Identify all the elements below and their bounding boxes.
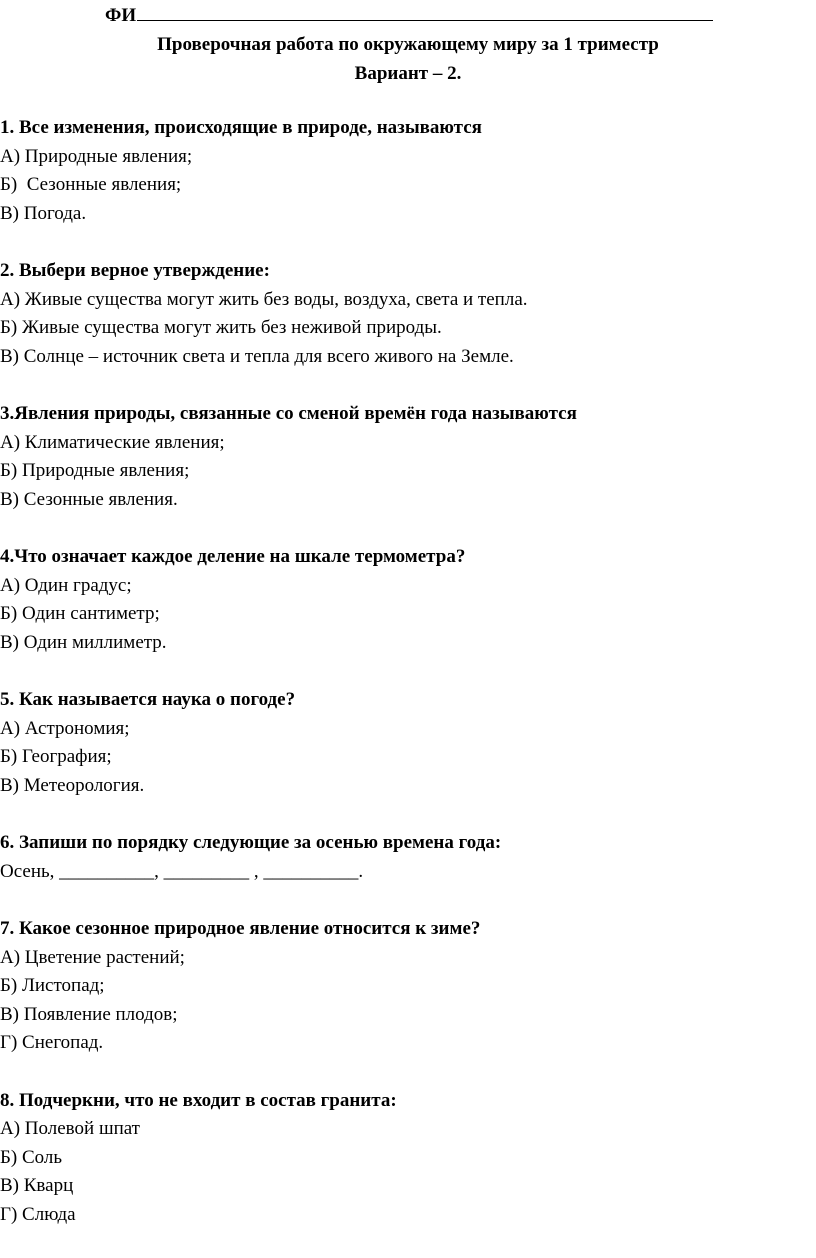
question-6 bbox=[0, 829, 810, 886]
name-field-label: ФИ bbox=[105, 5, 137, 26]
question-text: 8. Подчеркни, что не входит в состав гранита: bbox=[0, 1089, 397, 1111]
question-7 bbox=[0, 915, 810, 1058]
answer-option: А) Климатические явления; bbox=[0, 431, 225, 453]
answer-option: Б) Соль bbox=[0, 1146, 63, 1168]
answer-option: Г) Снегопад. bbox=[0, 1032, 104, 1053]
question-1 bbox=[0, 114, 810, 228]
question-text: 4.Что означает каждое деление на шкале термометра? bbox=[0, 546, 466, 567]
question-2 bbox=[0, 257, 810, 371]
question-text: 3.Явления природы, связанные со сменой времён года называются bbox=[0, 403, 577, 424]
answer-option: В) Кварц bbox=[0, 1175, 74, 1196]
question-text: 6. Запиши по порядку следующие за осенью времена года: bbox=[0, 832, 502, 853]
answer-option: В) Сезонные явления. bbox=[0, 488, 178, 510]
answer-option: Б) География; bbox=[0, 746, 112, 767]
answer-option: А) Цветение растений; bbox=[0, 946, 185, 968]
fill-in-blank-answer: Осень, __________, _________ , __________. bbox=[0, 860, 364, 882]
answer-option: Г) Слюда bbox=[0, 1203, 76, 1225]
questions-list bbox=[0, 114, 810, 1258]
name-field-line bbox=[105, 0, 713, 30]
answer-option: Б) Природные явления; bbox=[0, 460, 190, 481]
question-8 bbox=[0, 1087, 810, 1230]
answer-option: А) Астрономия; bbox=[0, 717, 130, 739]
question-text: 2. Выбери верное утверждение: bbox=[0, 260, 270, 281]
answer-option: А) Природные явления; bbox=[0, 145, 193, 167]
answer-option: В) Погода. bbox=[0, 202, 87, 224]
question-text: 5. Как называется наука о погоде? bbox=[0, 689, 296, 710]
question-text: 1. Все изменения, происходящие в природе, называются bbox=[0, 117, 482, 138]
question-4 bbox=[0, 543, 810, 657]
answer-option: А) Один градус; bbox=[0, 574, 132, 596]
question-5 bbox=[0, 686, 810, 800]
name-blank-underline bbox=[137, 0, 713, 21]
variant-label: Вариант – 2. bbox=[354, 63, 462, 84]
question-text: 7. Какое сезонное природное явление относится к зиме? bbox=[0, 918, 481, 939]
answer-option: В) Появление плодов; bbox=[0, 1003, 178, 1025]
answer-option: А) Полевой шпат bbox=[0, 1118, 140, 1139]
answer-option: Б) Живые существа могут жить без неживой природы. bbox=[0, 317, 442, 338]
answer-option: Б) Сезонные явления; bbox=[0, 174, 182, 195]
worksheet-title: Проверочная работа по окружающему миру за 1 триместр bbox=[157, 34, 659, 55]
answer-option: В) Метеорология. bbox=[0, 774, 145, 796]
answer-option: В) Солнце – источник света и тепла для всего живого на Земле. bbox=[0, 345, 514, 367]
question-3 bbox=[0, 400, 810, 514]
answer-option: Б) Листопад; bbox=[0, 975, 105, 996]
answer-option: В) Один миллиметр. bbox=[0, 631, 167, 653]
answer-option: А) Живые существа могут жить без воды, воздуха, света и тепла. bbox=[0, 288, 528, 310]
answer-option: Б) Один сантиметр; bbox=[0, 603, 160, 624]
